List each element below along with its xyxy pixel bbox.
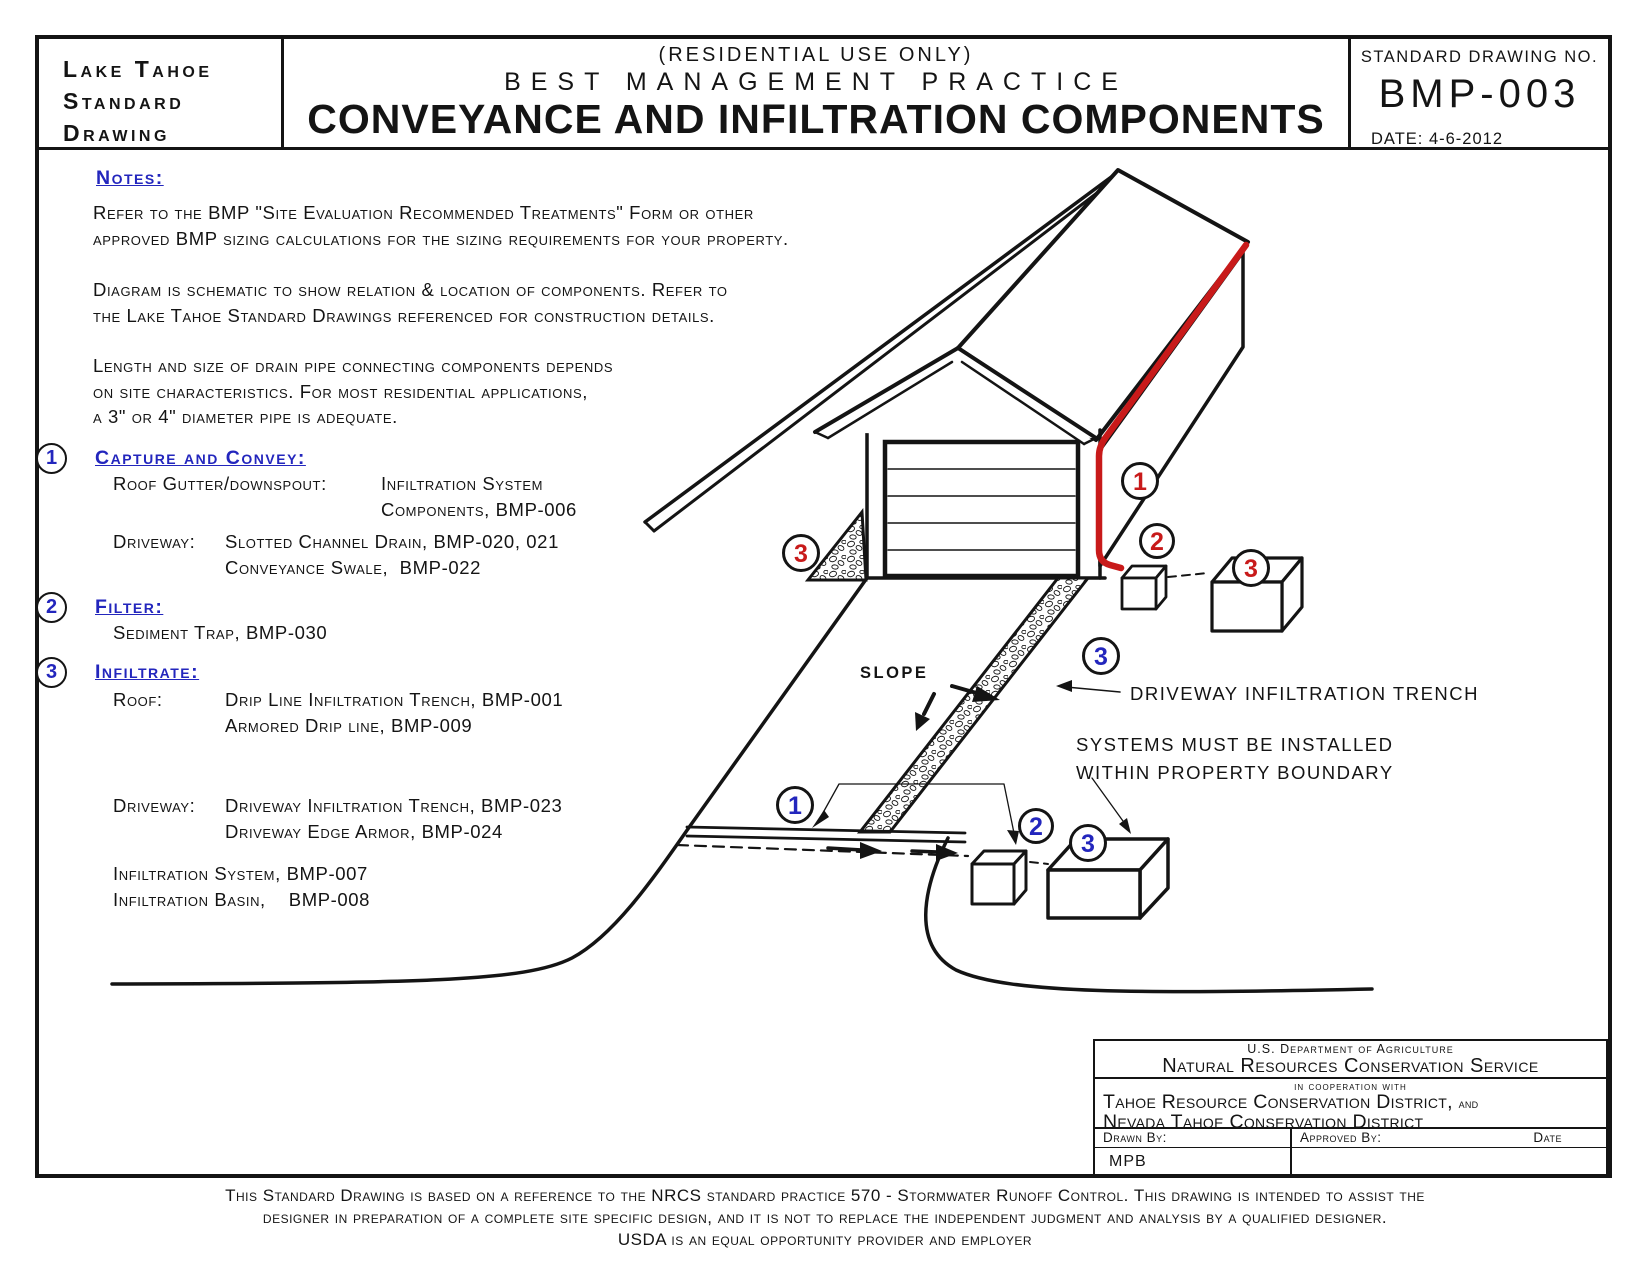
- drawn-by-label: Drawn By:: [1103, 1130, 1167, 1145]
- row-values: Sediment Trap, BMP-030: [113, 622, 328, 643]
- marker-blue-3-basin: [1071, 826, 1106, 861]
- item-1-number: 1: [36, 443, 67, 474]
- row-values: Slotted Channel Drain, BMP-020, 021 Conveyance Swale, BMP-022: [225, 531, 559, 578]
- disclaimer-line-3: USDA is an equal opportunity provider and employer: [617, 1230, 1033, 1249]
- approved-by-label: Approved By:: [1300, 1130, 1382, 1145]
- marker-blue-3-trench: [1084, 639, 1119, 674]
- svg-text:3: 3: [1244, 555, 1258, 583]
- slope-label: SLOPE: [860, 664, 929, 682]
- usda-drawn-by-cell: [1095, 1129, 1292, 1174]
- disclaimer-line-2: designer in preparation of a complete site specific design, and it is not to replace the independent judgment and analysis by a qualified designer.: [262, 1208, 1388, 1227]
- usda-approved-by-cell: [1292, 1129, 1606, 1174]
- row-label: Roof Gutter/downspout:: [113, 473, 327, 494]
- marker-red-3-dripline: [784, 536, 819, 571]
- row-values: Infiltration System Components, BMP-006: [381, 473, 577, 520]
- marker-blue-1-channel-drain: [778, 788, 813, 823]
- usda-row-agency: [1095, 1041, 1606, 1079]
- sediment-trap-lower: [972, 851, 1026, 904]
- bmp-subtitle: BEST MANAGEMENT PRACTICE: [504, 68, 1128, 96]
- row-values: Infiltration System, BMP-007 Infiltration Basin, BMP-008: [113, 863, 371, 910]
- item-3-number: 3: [36, 657, 67, 688]
- row-label: Driveway:: [113, 795, 196, 816]
- drawing-date: DATE: 4-6-2012: [1371, 130, 1503, 148]
- usda-agency: Natural Resources Conservation Service: [1162, 1055, 1539, 1077]
- residential-use-note: (RESIDENTIAL USE ONLY): [658, 44, 974, 66]
- usda-dept: U.S. Department of Agriculture: [1247, 1042, 1454, 1056]
- usda-row-districts: [1095, 1079, 1606, 1133]
- slotted-channel-drain: [687, 827, 965, 842]
- svg-text:3: 3: [794, 540, 808, 568]
- garage-door: [885, 442, 1078, 576]
- driveway-infiltration-trench: [860, 578, 1088, 832]
- infiltration-basin-lower: [1048, 839, 1168, 918]
- org-name-line: Standard: [63, 88, 185, 114]
- notes-paragraph-2: Diagram is schematic to show relation & location of components. Refer to the Lake Tahoe Standard Drawings referenced for construction details.: [93, 279, 728, 326]
- item-2-number: 2: [36, 592, 67, 623]
- marker-red-1-downspout: [1123, 464, 1158, 499]
- marker-blue-2-sediment-trap: [1020, 810, 1053, 843]
- usda-district-1-suffix: and: [1458, 1097, 1479, 1111]
- notes-heading: Notes:: [96, 167, 164, 189]
- drawn-by-value: MPB: [1109, 1153, 1147, 1170]
- driveway-left-edge: [112, 578, 867, 984]
- row-label: Driveway:: [113, 531, 196, 552]
- disclaimer-line-1: This Standard Drawing is based on a reference to the NRCS standard practice 570 - Stormwater Runoff Control. This drawing is intended to assist the: [225, 1186, 1425, 1205]
- drawing-no-label: STANDARD DRAWING NO.: [1360, 48, 1599, 66]
- pipe-dashed-upper: [1168, 573, 1208, 577]
- row-values: Drip Line Infiltration Trench, BMP-001 Armored Drip line, BMP-009: [225, 689, 564, 736]
- svg-text:3: 3: [1094, 643, 1108, 671]
- date-label: Date: [1533, 1130, 1562, 1145]
- item-3-heading: Infiltrate:: [95, 661, 200, 683]
- svg-text:3: 3: [1081, 830, 1095, 858]
- svg-text:1: 1: [1133, 468, 1147, 496]
- org-name-line: Drawing: [63, 120, 170, 146]
- marker-red-3-infiltration-box: [1234, 551, 1269, 586]
- trench-label: DRIVEWAY INFILTRATION TRENCH: [1130, 683, 1479, 704]
- usda-row-signatures: [1095, 1129, 1606, 1174]
- usda-district-2: Nevada Tahoe Conservation District: [1103, 1111, 1424, 1133]
- page-title: CONVEYANCE AND INFILTRATION COMPONENTS: [307, 96, 1325, 142]
- usda-district-1: Tahoe Resource Conservation District, and: [1103, 1091, 1479, 1113]
- row-values: Driveway Infiltration Trench, BMP-023 Driveway Edge Armor, BMP-024: [225, 795, 563, 842]
- item-2-heading: Filter:: [95, 596, 164, 618]
- org-name-line: Lake Tahoe: [63, 56, 213, 82]
- notes-paragraph-3: Length and size of drain pipe connecting components depends on site characteristics. For most residential applications, a 3" or 4" diameter pipe is adequate.: [93, 355, 614, 427]
- flow-arrow-icon: [860, 842, 882, 859]
- row-label: Roof:: [113, 689, 163, 710]
- item-1-heading: Capture and Convey:: [95, 447, 306, 469]
- sediment-trap-upper: [1122, 566, 1166, 609]
- svg-text:2: 2: [1150, 528, 1164, 556]
- marker-red-2-sediment-trap: [1141, 525, 1174, 558]
- boundary-note-line2: WITHIN PROPERTY BOUNDARY: [1076, 762, 1394, 783]
- svg-text:1: 1: [788, 792, 802, 820]
- notes-paragraph-1: Refer to the BMP "Site Evaluation Recommended Treatments" Form or other approved BMP sizing calculations for the sizing requirements for your property.: [93, 202, 789, 249]
- drawing-number: BMP-003: [1378, 72, 1581, 116]
- usda-attribution-box: [1093, 1039, 1608, 1176]
- flow-arrow-icon: [936, 844, 958, 861]
- svg-text:2: 2: [1029, 813, 1043, 841]
- boundary-note-line1: SYSTEMS MUST BE INSTALLED: [1076, 734, 1394, 755]
- usda-coop: in cooperation with: [1294, 1079, 1407, 1093]
